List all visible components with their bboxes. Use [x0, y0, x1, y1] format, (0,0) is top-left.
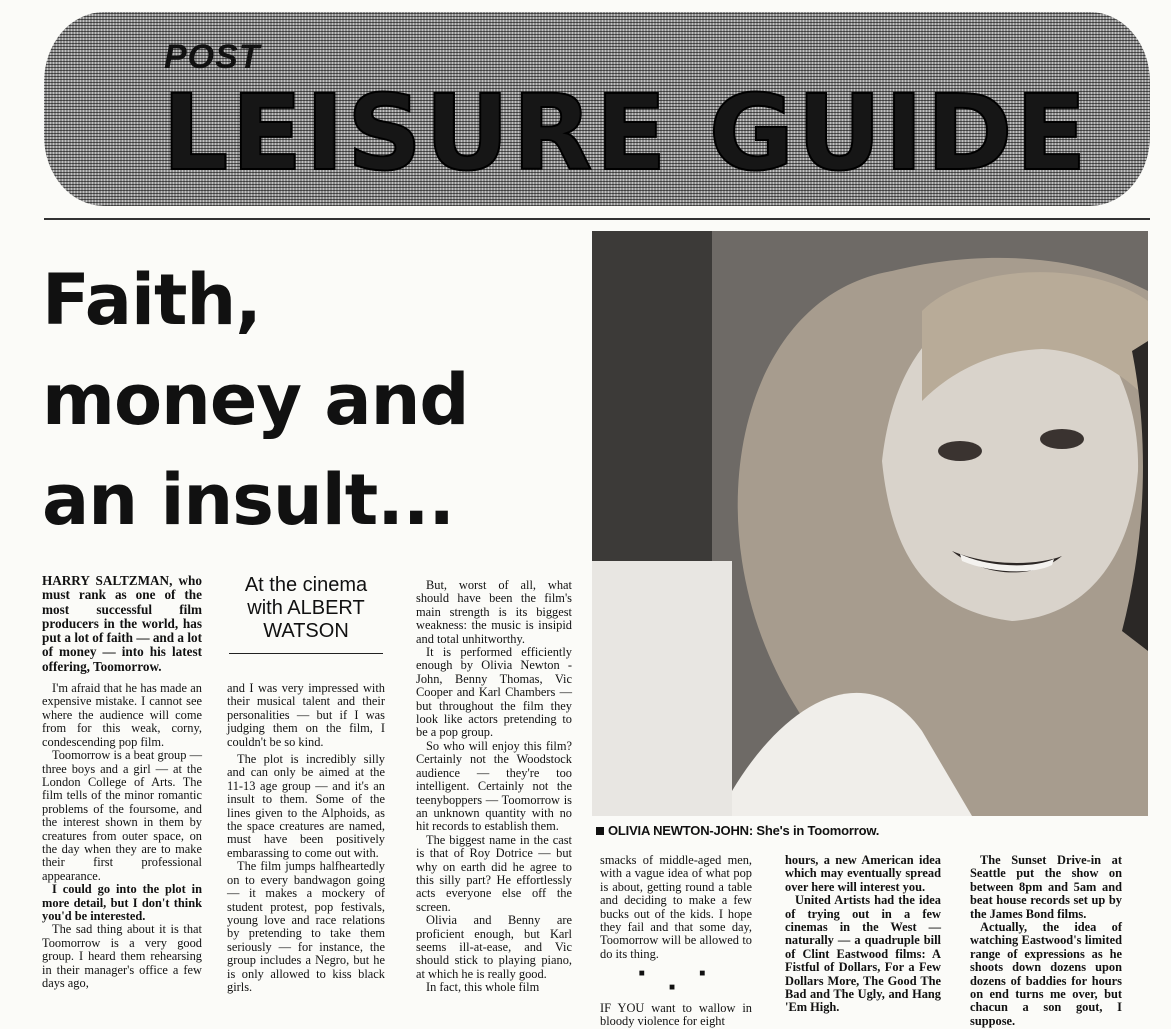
article-paragraph: Toomorrow is a beat group — three boys and a girl — at the London College of Arts. The film tells of the minor romantic problems of the foursome, and the interest shown in them by creatures from outer space, on the day when they are to make their first professional appearance.: [42, 748, 202, 883]
article-paragraph: The plot is incredibly silly and can only be aimed at the 11-13 age group — and it's an insult to them. Some of the lines given to the Alphoids, as the space creatures are named, must have been positively embarassing to come out with.: [227, 752, 385, 860]
article-paragraph: The film jumps halfheartedly on to every bandwagon going — it makes a mockery of student protest, pop festivals, young love and race relations by pretending to take them seriously — for instance, the group includes a Negro, but he is only allowed to kiss black girls.: [227, 859, 385, 994]
masthead-divider: [44, 218, 1150, 220]
article-paragraph: The sad thing about it is that Toomorrow is a very good group. I heard them rehearsing in their manager's office a few days ago,: [42, 922, 202, 991]
article-column-4: [600, 854, 752, 1029]
article-headline: [42, 250, 582, 550]
headline-line-3: an insult...: [42, 459, 454, 541]
article-paragraph: So who will enjoy this film? Certainly not the Woodstock audience — they're too intelligent. Certainly not the teenyboppers — Toomorrow is an unknown quantity with no hit records to establish them.: [416, 738, 572, 834]
article-column-6: [970, 854, 1122, 1028]
article-column-1: [42, 574, 202, 990]
byline-divider: [229, 653, 383, 654]
byline: At the cinema with ALBERT WATSON: [244, 574, 368, 642]
article-column-2: [227, 574, 385, 994]
article-paragraph: United Artists had the idea of trying out in a few cinemas in the West — naturally — a quadruple bill of Clint Eastwood films: A Fistful of Dollars, For a Few Dollars More, The Good The Bad and The Ugly, and Hang 'Em High.: [785, 893, 941, 1015]
post-logo: POST: [164, 38, 261, 76]
portrait-illustration: [592, 231, 1148, 816]
photo-caption: OLIVIA NEWTON-JOHN: She's in Toomorrow.: [596, 823, 879, 838]
article-intro: HARRY SALTZMAN, who must rank as one of the most successful film producers in the world, has put a lot of faith — and a lot of money — into his latest offering, Toomorrow.: [42, 573, 202, 674]
article-paragraph: I'm afraid that he has made an expensive mistake. I cannot see where the audience will come from for this weak, corny, condescending pop film.: [42, 681, 202, 749]
article-paragraph: and I was very impressed with their musical talent and their personalities — but if I was judging them on the film, I couldn't be so kind.: [227, 681, 385, 749]
section-break-bullets: ■ ■ ■: [638, 968, 732, 993]
article-paragraph: In fact, this whole film: [426, 980, 540, 995]
masthead-banner: [44, 12, 1150, 206]
caption-bullet-icon: [596, 827, 604, 835]
headline-line-2: money and: [42, 359, 469, 441]
article-paragraph: IF YOU want to wallow in bloody violence for eight: [600, 1001, 752, 1029]
article-paragraph: It is performed efficiently enough by Olivia Newton - John, Benny Thomas, Vic Cooper and Karl Chambers — but throughout the film they look like actors pretending to be a pop group.: [416, 645, 572, 740]
article-column-5: [785, 854, 941, 1015]
article-paragraph: The Sunset Drive-in at Seattle put the show on between 8pm and 5am and beat house records set up by the James Bond films.: [970, 853, 1122, 921]
headline-line-1: Faith,: [42, 259, 261, 341]
article-paragraph: smacks of middle-aged men, with a vague idea of what pop is about, getting round a table and deciding to make a few bucks out of the kids. I hope they fail and that some day, Toomorrow will be allowed to do its thing.: [600, 853, 752, 961]
section-title: LEISURE GUIDE: [162, 72, 1090, 194]
article-paragraph: Olivia and Benny are proficient enough, but Karl seems ill-at-ease, and Vic should stick to playing piano, at which he is really good.: [416, 913, 572, 981]
portrait-photo: [592, 231, 1148, 816]
article-paragraph: hours, a new American idea which may eventually spread over here will interest you.: [785, 853, 941, 894]
article-paragraph: I could go into the plot in more detail, but I don't think you'd be interested.: [42, 882, 202, 923]
article-paragraph: But, worst of all, what should have been the film's main strength is its biggest weakness: the music is insipid and total unhitworthy.: [416, 578, 572, 646]
article-paragraph: The biggest name in the cast is that of Roy Dotrice — but why on earth did he agree to this silly part? He effortlessly acts everyone else off the screen.: [416, 832, 572, 914]
article-column-3: [416, 579, 572, 995]
article-paragraph: Actually, the idea of watching Eastwood's limited range of expressions as he shoots down dozens upon dozens of baddies for hours on end turns me over, but chacun a son gout, I suppose.: [970, 920, 1122, 1028]
